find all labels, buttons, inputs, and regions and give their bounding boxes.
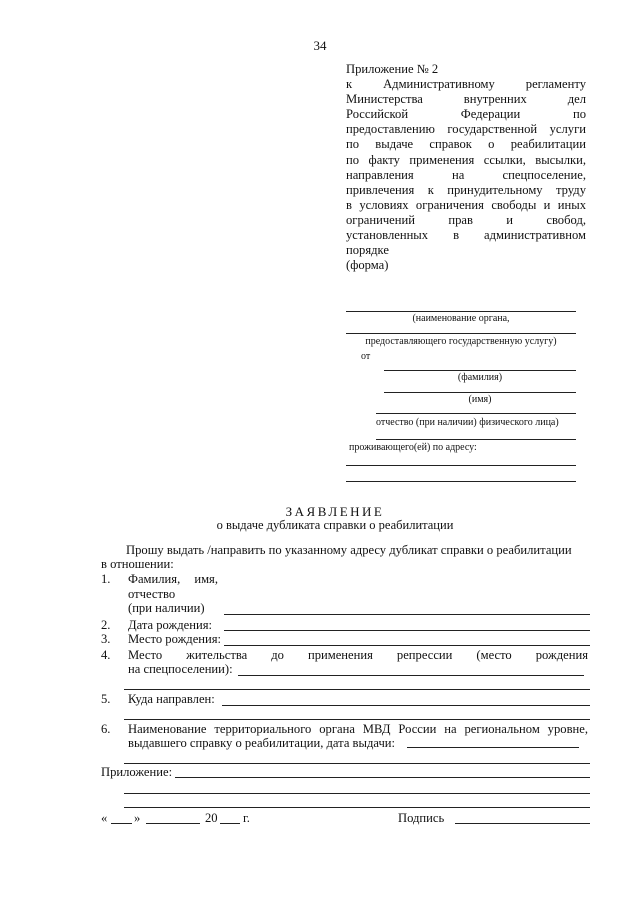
- org-name-line-2[interactable]: [346, 333, 576, 334]
- field-6-number: 6.: [101, 722, 111, 736]
- attachment-label: Приложение:: [101, 765, 173, 779]
- field-4-line-1: Место жительства до применения репрессии (место рождения: [128, 648, 588, 662]
- appendix-line: Министерства внутренних дел: [346, 92, 586, 107]
- field-6-line-1: Наименование территориального органа МВД России на региональном уровне,: [128, 722, 588, 736]
- field-4-number: 4.: [101, 648, 111, 662]
- field-1-line-1: Фамилия, имя,: [128, 572, 218, 586]
- field-1-label: [128, 572, 218, 587]
- field-4-label: [128, 648, 588, 663]
- page-number: 34: [313, 38, 327, 53]
- org-name-line[interactable]: [346, 311, 576, 312]
- appendix-line: привлечения к принудительному труду: [346, 182, 586, 197]
- patronymic-line-2[interactable]: [376, 439, 576, 440]
- appendix-line: в условиях ограничения свободы и иных: [346, 197, 586, 212]
- appendix-line: установленных в административном: [346, 228, 586, 243]
- field-3-label: Место рождения:: [128, 632, 222, 646]
- appendix-title: Приложение № 2: [346, 62, 439, 76]
- statement-subtitle: о выдаче дубликата справки о реабилитации: [216, 518, 454, 532]
- date-year-prefix: 20: [205, 811, 218, 825]
- appendix-line: ограничений прав и свобод,: [346, 212, 586, 227]
- field-2-label: Дата рождения:: [128, 618, 212, 632]
- form-label: (форма): [346, 258, 389, 273]
- attachment-line-1[interactable]: [175, 777, 590, 778]
- field-6-line-2: выдавшего справку о реабилитации, дата выдачи:: [128, 736, 396, 750]
- appendix-line: направления на спецпоселение,: [346, 167, 586, 182]
- from-label: от: [361, 351, 371, 362]
- field-1-number: 1.: [101, 572, 111, 586]
- attachment-line-3[interactable]: [124, 807, 590, 808]
- intro-line-2: в отношении:: [101, 557, 174, 571]
- org-caption-2: предоставляющего государственную услугу): [365, 336, 557, 347]
- field-2-input-line[interactable]: [224, 630, 590, 631]
- org-caption: (наименование органа,: [412, 313, 510, 324]
- appendix-line: предоставлению государственной услуги: [346, 122, 586, 137]
- patronymic-line[interactable]: [376, 413, 576, 414]
- field-6-label: [128, 722, 588, 737]
- signature-line[interactable]: [455, 823, 590, 824]
- field-3-input-line[interactable]: [224, 645, 590, 646]
- appendix-line: порядке: [346, 243, 389, 258]
- address-label: проживающего(ей) по адресу:: [349, 442, 477, 453]
- date-year-line[interactable]: [220, 823, 240, 824]
- date-open-quote: «: [101, 811, 108, 825]
- address-line-2[interactable]: [346, 481, 576, 482]
- field-5-input-line[interactable]: [222, 705, 590, 706]
- field-5-label: Куда направлен:: [128, 692, 215, 706]
- name-caption: (имя): [468, 394, 492, 405]
- patronymic-caption: отчество (при наличии) физического лица): [376, 417, 559, 428]
- field-1-line-3: (при наличии): [128, 601, 205, 615]
- field-4-line-2: на спецпоселении):: [128, 662, 233, 676]
- field-2-number: 2.: [101, 618, 111, 632]
- appendix-line: по факту применения ссылки, высылки,: [346, 152, 586, 167]
- appendix-line: по выдаче справок о реабилитации: [346, 137, 586, 152]
- field-6-input-line[interactable]: [407, 747, 579, 748]
- date-month-line[interactable]: [146, 823, 200, 824]
- field-4-input-line-2[interactable]: [124, 689, 590, 690]
- date-close-quote: »: [134, 811, 141, 825]
- appendix-line: к Административному регламенту: [346, 77, 586, 92]
- field-1-input-line[interactable]: [224, 614, 590, 615]
- date-year-suffix: г.: [243, 811, 250, 825]
- field-3-number: 3.: [101, 632, 111, 646]
- attachment-line-2[interactable]: [124, 793, 590, 794]
- surname-line[interactable]: [384, 370, 576, 371]
- intro-line-1: Прошу выдать /направить по указанному адресу дубликат справки о реабилитации: [126, 543, 572, 557]
- field-5-input-line-2[interactable]: [124, 719, 590, 720]
- field-5-number: 5.: [101, 692, 111, 706]
- address-line-1[interactable]: [346, 465, 576, 466]
- date-day-line[interactable]: [111, 823, 132, 824]
- field-6-input-line-2[interactable]: [124, 763, 590, 764]
- appendix-block: [346, 62, 586, 273]
- appendix-line: Российской Федерации по: [346, 107, 586, 122]
- surname-caption: (фамилия): [457, 372, 503, 383]
- field-1-line-2: отчество: [128, 587, 176, 601]
- field-4-input-line[interactable]: [238, 675, 584, 676]
- signature-label: Подпись: [398, 811, 445, 825]
- name-line[interactable]: [384, 392, 576, 393]
- statement-title: ЗАЯВЛЕНИЕ: [285, 504, 385, 519]
